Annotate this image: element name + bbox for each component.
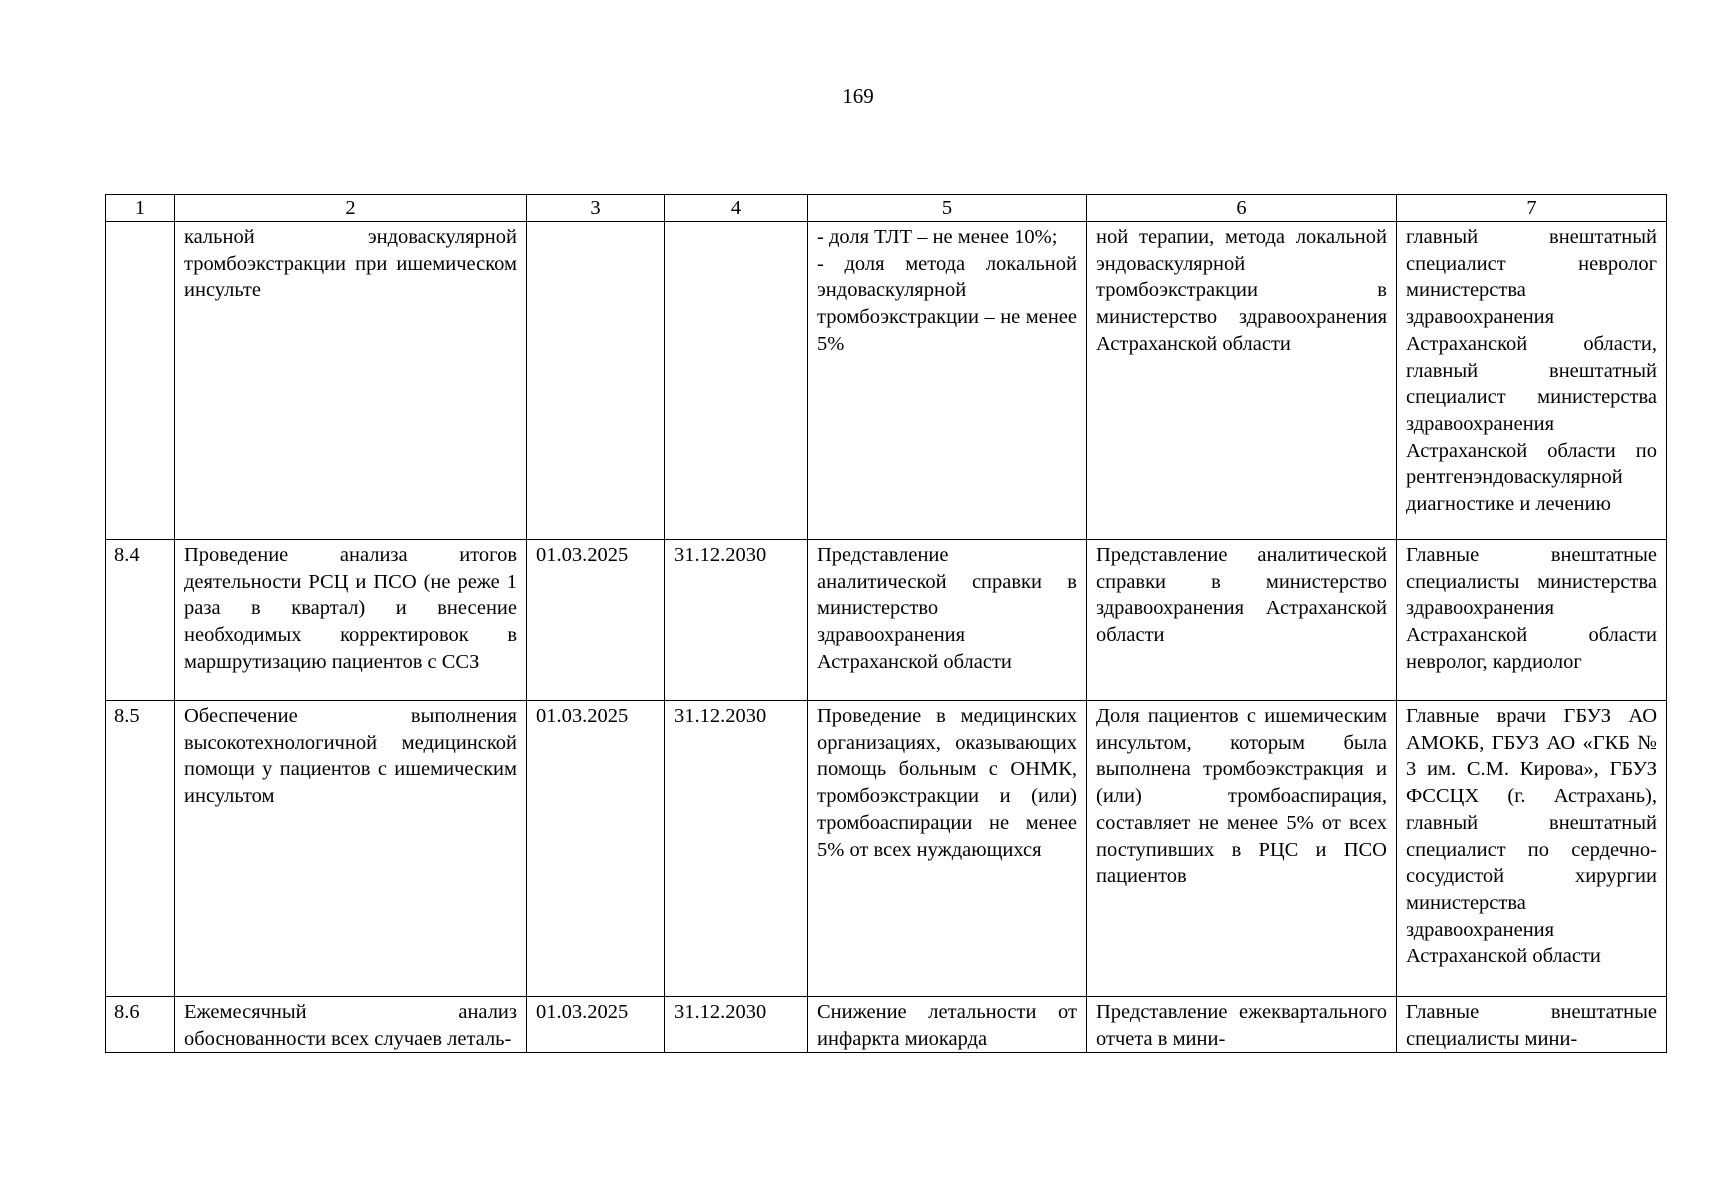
activity-cell: Обеспечение выполнения высокотехнологичной медицинской помощи у пациентов с ишемическим инсультом — [175, 701, 527, 997]
result-cell: Проведение в медицинских организациях, оказывающих помощь больным с ОНМК, тромбоэкстракции и (или) тромбоаспирации не менее 5% от всех нуждающихся — [808, 701, 1087, 997]
responsible-cell: главный внештатный специалист невролог министерства здравоохранения Астраханской области, главный внештатный специалист министерства здравоохранения Астраханской области по рентгенэндоваскулярной диагностике и лечению — [1397, 222, 1667, 540]
end-date-cell: 31.12.2030 — [665, 540, 808, 701]
activity-cell: кальной эндоваскулярной тромбоэкстракции при ишемическом инсульте — [175, 222, 527, 540]
responsible-cell: Главные внештатные специалисты министерства здравоохранения Астраханской области невролог, кардиолог — [1397, 540, 1667, 701]
control-cell: Доля пациентов с ишемическим инсультом, которым была выполнена тромбоэкстракция и (или) тромбоаспирация, составляет не менее 5% от всех поступивших в РЦС и ПСО пациентов — [1087, 701, 1397, 997]
result-cell: - доля ТЛТ – не менее 10%; - доля метода локальной эндоваскулярной тромбоэкстракции – не менее 5% — [808, 222, 1087, 540]
control-cell: Представление ежеквартального отчета в мини- — [1087, 997, 1397, 1053]
item-number: 8.6 — [106, 997, 175, 1053]
table-row — [106, 997, 1667, 1053]
start-date-cell: 01.03.2025 — [527, 701, 665, 997]
item-number: 8.4 — [106, 540, 175, 701]
column-header: 7 — [1397, 195, 1667, 222]
end-date-cell: 31.12.2030 — [665, 997, 808, 1053]
column-header: 4 — [665, 195, 808, 222]
table-row — [106, 222, 1667, 540]
column-header: 5 — [808, 195, 1087, 222]
table-header-row — [106, 195, 1667, 222]
column-header: 6 — [1087, 195, 1397, 222]
end-date-cell: 31.12.2030 — [665, 701, 808, 997]
column-header: 2 — [175, 195, 527, 222]
control-cell: Представление аналитической справки в министерство здравоохранения Астраханской области — [1087, 540, 1397, 701]
plan-table — [105, 194, 1667, 1053]
start-date-cell: 01.03.2025 — [527, 540, 665, 701]
end-date-cell — [665, 222, 808, 540]
page-number: 169 — [842, 84, 874, 108]
table-row — [106, 701, 1667, 997]
column-header: 3 — [527, 195, 665, 222]
start-date-cell: 01.03.2025 — [527, 997, 665, 1053]
item-number: 8.5 — [106, 701, 175, 997]
control-cell: ной терапии, метода локальной эндоваскулярной тромбоэкстракции в министерство здравоохранения Астраханской области — [1087, 222, 1397, 540]
activity-cell: Ежемесячный анализ обоснованности всех случаев леталь- — [175, 997, 527, 1053]
responsible-cell: Главные внештатные специалисты мини- — [1397, 997, 1667, 1053]
start-date-cell — [527, 222, 665, 540]
activity-cell: Проведение анализа итогов деятельности РСЦ и ПСО (не реже 1 раза в квартал) и внесение необходимых корректировок в маршрутизацию пациентов с ССЗ — [175, 540, 527, 701]
responsible-cell: Главные врачи ГБУЗ АО АМОКБ, ГБУЗ АО «ГКБ № 3 им. С.М. Кирова», ГБУЗ ФССЦХ (г. Астрахань), главный внештатный специалист по сердечно-сосудистой хирургии министерства здравоохранения Астраханской области — [1397, 701, 1667, 997]
table-row — [106, 540, 1667, 701]
item-number — [106, 222, 175, 540]
result-cell: Представление аналитической справки в министерство здравоохранения Астраханской области — [808, 540, 1087, 701]
result-cell: Снижение летальности от инфаркта миокарда — [808, 997, 1087, 1053]
column-header: 1 — [106, 195, 175, 222]
